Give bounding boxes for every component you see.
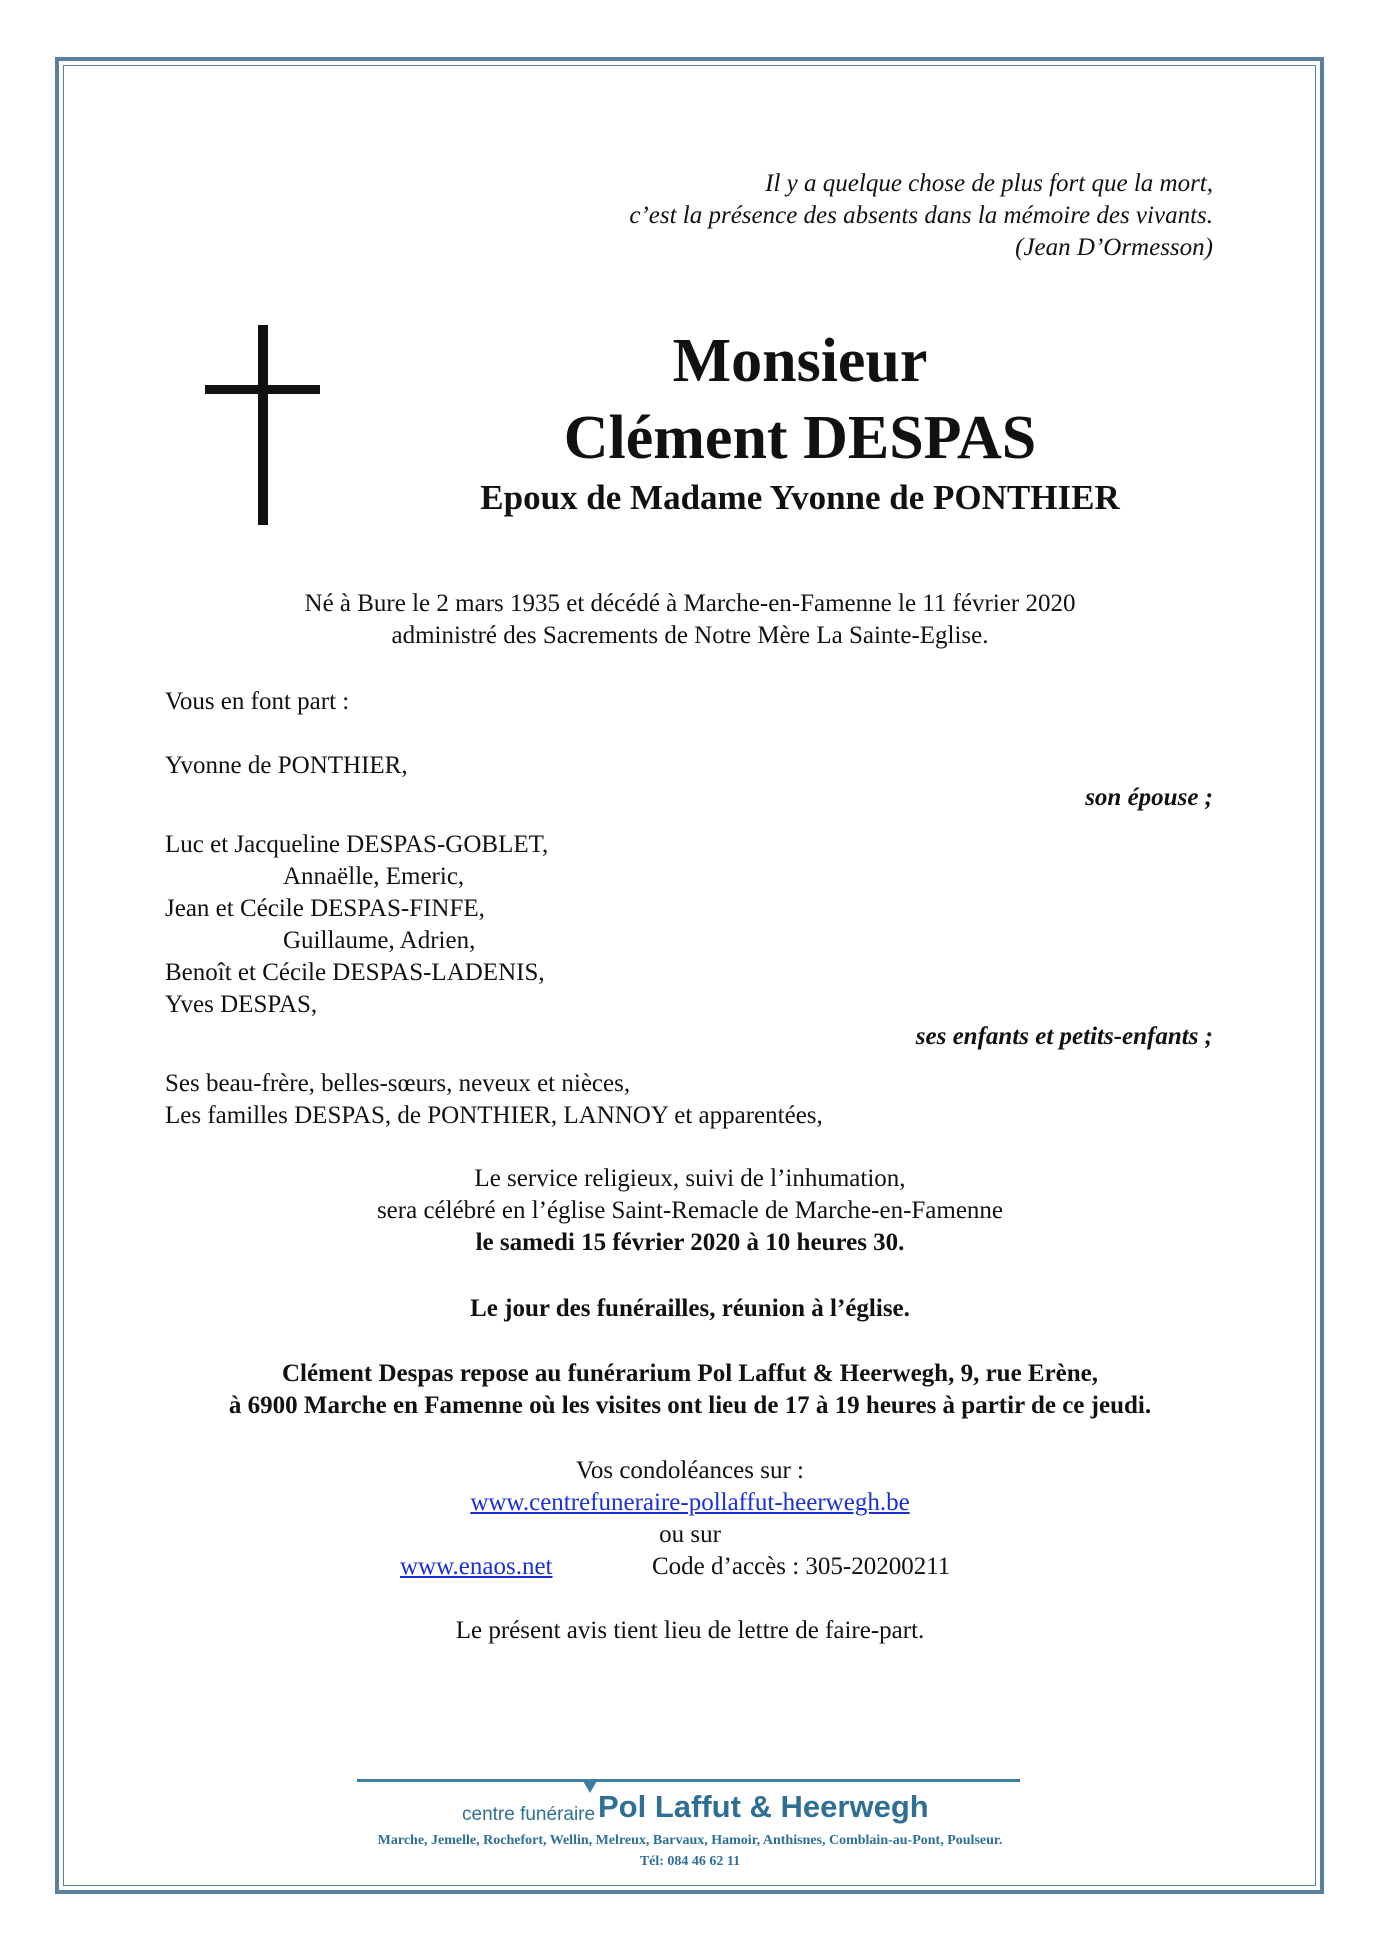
children-line-6: Yves DESPAS, <box>165 991 318 1018</box>
quote-line-1: Il y a quelque chose de plus fort que la mort, <box>765 170 1213 197</box>
quote-author: (Jean D’Ormesson) <box>1015 234 1213 261</box>
footer-towns: Marche, Jemelle, Rochefort, Wellin, Melreux, Barvaux, Hamoir, Anthisnes, Comblain-au-Pont, Poulseur. <box>377 1833 1003 1848</box>
family-line-1: Ses beau-frère, belles-sœurs, neveux et nièces, <box>165 1070 631 1097</box>
spouse-role: son épouse ; <box>1085 784 1213 811</box>
access-code: Code d’accès : 305-20200211 <box>652 1553 951 1580</box>
footer-triangle-icon <box>583 1781 597 1793</box>
birth-death-line-1: Né à Bure le 2 mars 1935 et décédé à Marche-en-Famenne le 11 février 2020 <box>304 590 1076 617</box>
epigraph-quote <box>629 168 1213 264</box>
deceased-name: Clément DESPAS <box>563 404 1037 472</box>
children-line-5: Benoît et Cécile DESPAS-LADENIS, <box>165 959 545 986</box>
birth-death-info <box>64 588 1316 652</box>
quote-line-2: c’est la présence des absents dans la mémoire des vivants. <box>629 202 1213 229</box>
service-date: le samedi 15 février 2020 à 10 heures 30. <box>475 1229 905 1256</box>
children-role: ses enfants et petits-enfants ; <box>915 1023 1213 1050</box>
condolences-or: ou sur <box>659 1521 721 1548</box>
spouse-subtitle: Epoux de Madame Yvonne de PONTHIER <box>480 478 1120 517</box>
footer-brand-name: Pol Laffut & Heerwegh <box>598 1789 929 1824</box>
condolences-label: Vos condoléances sur : <box>576 1457 804 1484</box>
cross-icon <box>205 325 320 525</box>
intro-text: Vous en font part : <box>165 688 350 715</box>
children-line-4: Guillaume, Adrien, <box>283 927 476 954</box>
honorific-title: Monsieur <box>672 327 928 395</box>
family-line-2: Les familles DESPAS, de PONTHIER, LANNOY et apparentées, <box>165 1102 823 1129</box>
funeral-center-link[interactable]: www.centrefuneraire-pollaffut-heerwegh.be <box>470 1489 910 1516</box>
condolences-block <box>64 1455 1316 1551</box>
repose-line-2: à 6900 Marche en Famenne où les visites ont lieu de 17 à 19 heures à partir de ce jeudi. <box>228 1392 1152 1419</box>
spouse-name: Yvonne de PONTHIER, <box>165 752 408 779</box>
footer-phone: Tél: 084 46 62 11 <box>639 1854 741 1869</box>
meeting-note: Le jour des funérailles, réunion à l’église. <box>470 1295 910 1322</box>
enaos-link[interactable]: www.enaos.net <box>400 1553 553 1580</box>
children-line-1: Luc et Jacqueline DESPAS-GOBLET, <box>165 831 549 858</box>
closing-note: Le présent avis tient lieu de lettre de faire-part. <box>455 1617 925 1644</box>
children-line-2: Annaëlle, Emeric, <box>283 863 465 890</box>
footer-brand-prefix: centre funéraire <box>462 1804 596 1825</box>
footer-divider <box>357 1779 1020 1782</box>
repose-info <box>64 1358 1316 1422</box>
enaos-link-wrapper <box>400 1551 553 1583</box>
service-info <box>64 1163 1316 1259</box>
service-line-1: Le service religieux, suivi de l’inhumation, <box>474 1165 906 1192</box>
repose-line-1: Clément Despas repose au funérarium Pol Laffut & Heerwegh, 9, rue Erène, <box>281 1360 1099 1387</box>
children-line-3: Jean et Cécile DESPAS-FINFE, <box>165 895 485 922</box>
service-line-2: sera célébré en l’église Saint-Remacle de Marche-en-Famenne <box>376 1197 1004 1224</box>
birth-death-line-2: administré des Sacrements de Notre Mère La Sainte-Eglise. <box>391 622 989 649</box>
